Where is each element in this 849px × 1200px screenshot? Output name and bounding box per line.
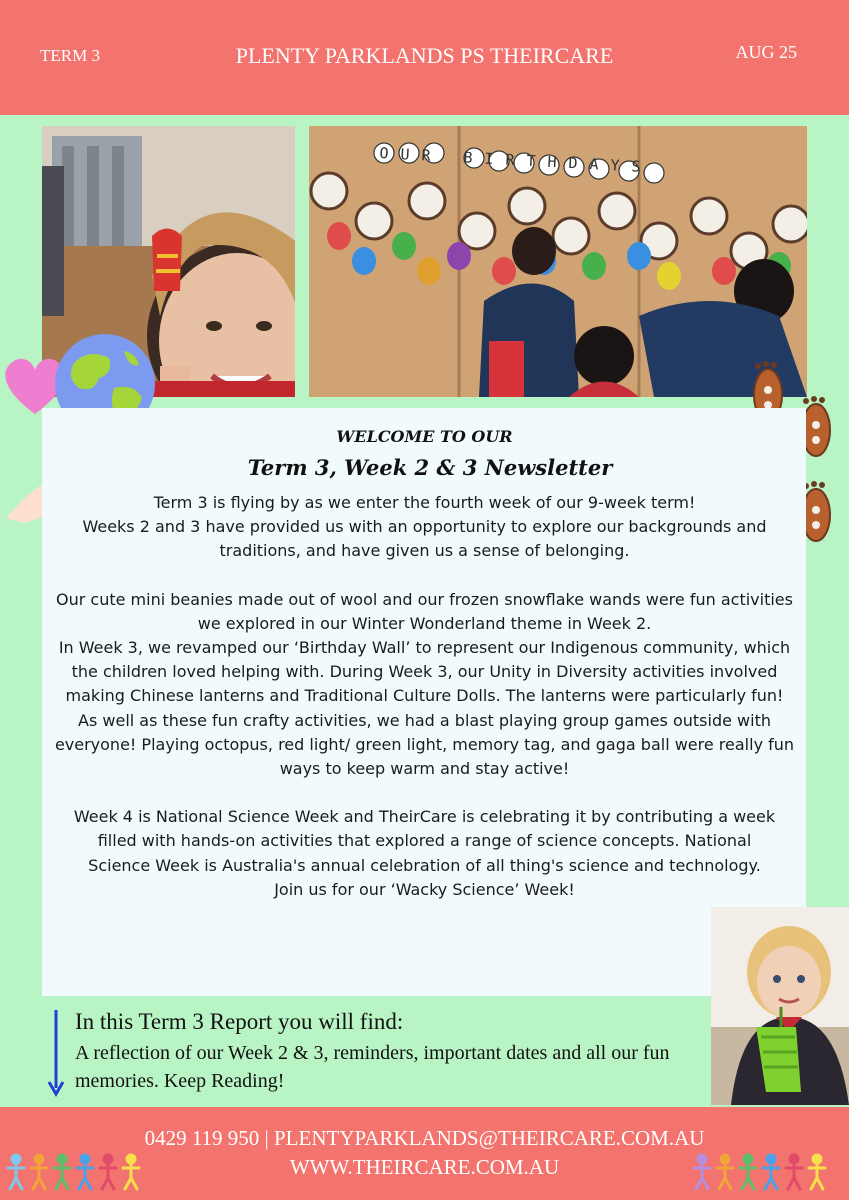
footer-contact: 0429 119 950 | PLENTYPARKLANDS@THEIRCARE.COM.AU [144,1126,705,1150]
photo-boy-lantern [711,907,849,1105]
people-chain-icon [6,1152,156,1192]
term-label: TERM 3 [40,46,100,65]
people-chain-icon [692,1152,842,1192]
header-bar [0,0,849,115]
paragraph-activities: Our cute mini beanies made out of wool and our frozen snowflake wands were fun activities we explored in our Winter Wonderland theme in Week 2. In Week 3, we revamped our ‘Birthday Wall’ to represent our Indigenous community, which the children loved helping with. During Week 3, our Unity in Diversity activities involved making Chinese lanterns and Traditional Culture Dolls. The lanterns were particularly fun! As well as these fun crafty activities, we had a blast playing group games outside with everyone! Playing octopus, red light/ green light, memory tag, and gaga ball were really fun ways to keep warm and stay active! [54,589,795,779]
birthday-banner: OUR BIRTHDAYS [379,144,654,177]
footer-website[interactable]: WWW.THEIRCARE.COM.AU [289,1155,560,1179]
paragraph-intro: Term 3 is flying by as we enter the fourth week of our 9-week term! Weeks 2 and 3 have provided us with an opportunity to explore our backgrounds and traditions, and have given us a sense of belonging. [82,493,767,561]
newsletter-title: Term 3, Week 2 & 3 Newsletter [247,455,613,480]
report-summary: A reflection of our Week 2 & 3, reminders, important dates and all our fun memories. Keep Reading! [75,1042,670,1092]
school-title: PLENTY PARKLANDS PS THEIRCARE [235,43,614,68]
paragraph-science-week: Week 4 is National Science Week and TheirCare is celebrating it by contributing a week filled with hands-on activities that explored a range of science concepts. National Science Week is Australia's annual celebration of all thing's science and technology. Join us for our ‘Wacky Science’ Week! [73,807,776,899]
down-arrow-icon [46,1008,66,1098]
report-heading: In this Term 3 Report you will find: [75,1009,404,1034]
welcome-heading: WELCOME TO OUR [336,427,513,446]
issue-date: AUG 25 [735,42,797,62]
newsletter-body [52,491,797,902]
